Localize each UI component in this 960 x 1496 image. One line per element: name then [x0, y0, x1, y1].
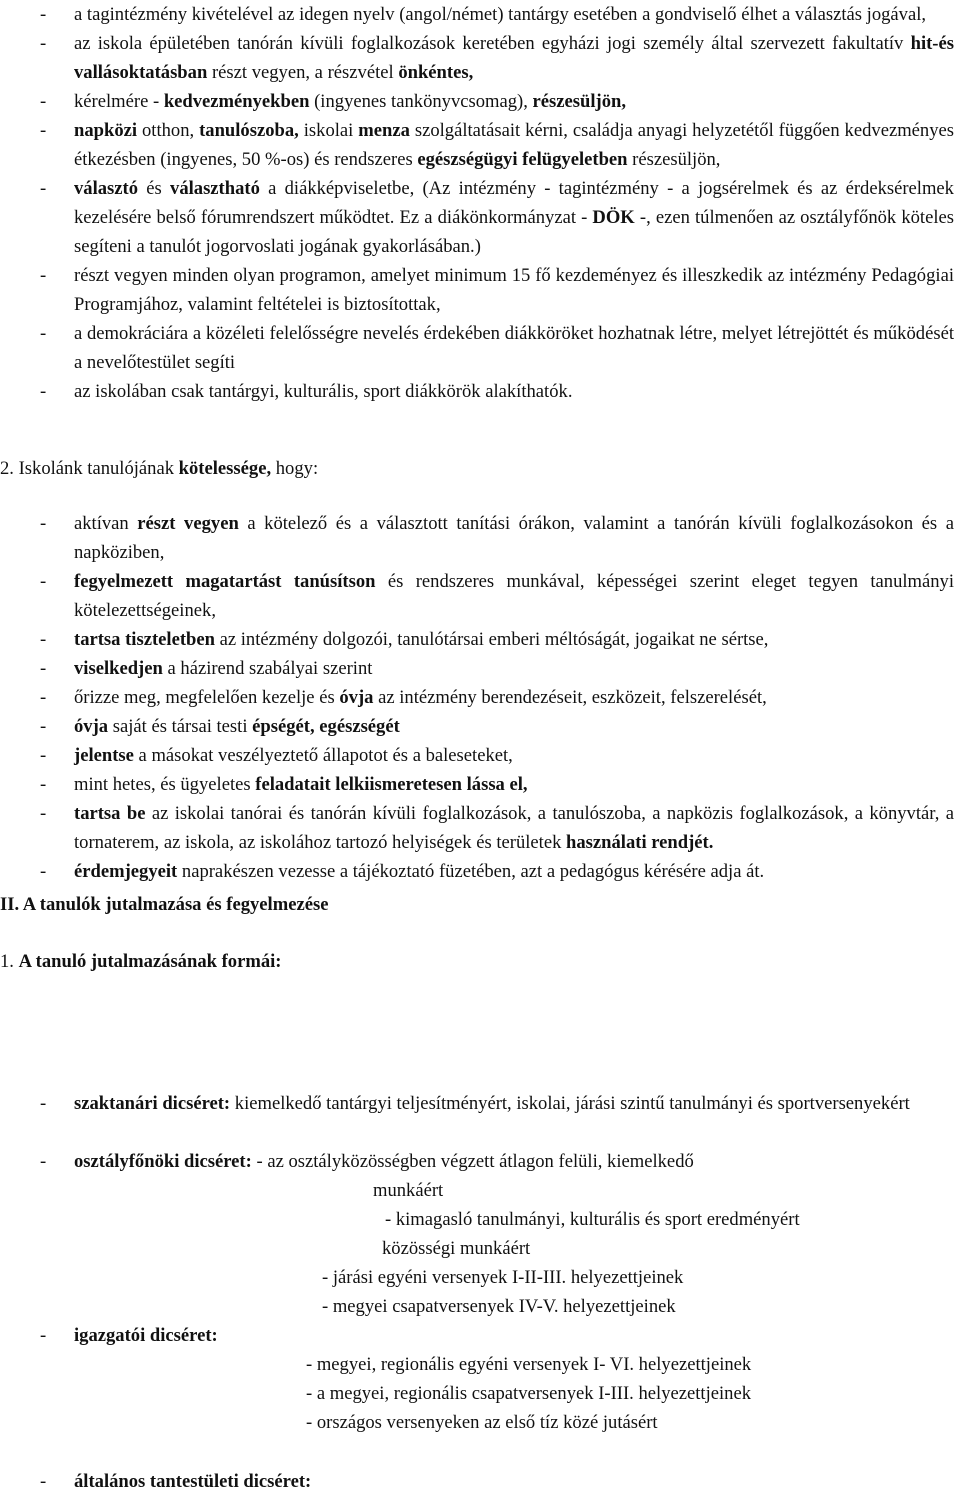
reward-igazgatoi-2: - a megyei, regionális csapatversenyek I-III. helyezettjeinek — [306, 1383, 752, 1404]
text-run: részt vegyen, a részvétel — [207, 62, 399, 83]
reward-igazgatoi-3: - országos versenyeken az első tíz közé jutásért — [306, 1412, 658, 1433]
text-run: szolgáltatásait kérni, családja anyagi helyzetétől függően kedvezményes étkezésben (ingyenes, 50 %-os) és rendszeres — [74, 120, 954, 170]
bold-text-run: tanulószoba, — [199, 120, 299, 141]
duties-list-item — [0, 857, 960, 886]
dash: - — [40, 687, 47, 708]
duties-list-item — [0, 509, 960, 567]
bold-text-run: jelentse — [74, 745, 134, 766]
reward-osztalyfonoki-2b: közösségi munkáért — [382, 1238, 531, 1259]
reward-szaktanari-label: szaktanári dicséret: — [74, 1093, 231, 1114]
duties-list-item — [0, 799, 960, 857]
text-run: az iskola épületében tanórán kívüli foglalkozások keretében egyházi jogi személy által szervezett fakultatív — [74, 33, 911, 54]
text-run: az intézmény dolgozói, tanulótársai emberi méltóságát, jogaikat ne sértse, — [214, 629, 769, 650]
reward-igazgatoi-label — [74, 1321, 218, 1350]
dash: - — [40, 803, 47, 824]
bold-text-run: fegyelmezett magatartást tanúsítson — [74, 571, 376, 592]
reward-igazgatoi-1: - megyei, regionális egyéni versenyek I- VI. helyezettjeinek — [306, 1354, 752, 1375]
text-run: a demokráciára a közéleti felelősségre nevelés érdekében diákköröket hozhatnak létre, melyet létrejöttét és működését a nevelőtestület segíti — [74, 323, 954, 373]
duties-list-item — [0, 567, 960, 625]
dash: - — [40, 265, 47, 286]
bold-text-run: épségét, egészségét — [252, 716, 400, 737]
duties-list-item — [0, 741, 960, 770]
text-run: a házirend szabályai szerint — [162, 658, 373, 679]
dash: - — [40, 571, 47, 592]
dash: - — [40, 33, 47, 54]
text-run: a kötelező és a választott tanítási órákon, valamint a tanórán kívüli foglalkozásokon és a napköziben, — [74, 513, 954, 563]
text-run: iskolai — [298, 120, 359, 141]
rewards-heading-text: A tanuló jutalmazásának formái: — [18, 951, 282, 972]
bold-text-run: óvja — [74, 716, 109, 737]
reward-osztalyfonoki-cont: munkáért — [373, 1180, 444, 1201]
text-run: az intézmény berendezéseit, eszközeit, felszerelését, — [373, 687, 767, 708]
dash: - — [40, 323, 47, 344]
bold-text-run: kötelessége, — [178, 458, 272, 479]
reward-altalanos-label-text: általános tantestületi dicséret: — [74, 1471, 312, 1492]
text-run: a másokat veszélyeztető állapotot és a baleseteket, — [133, 745, 513, 766]
dash: - — [40, 658, 47, 679]
rights-list — [0, 0, 960, 406]
bold-text-run: érdemjegyeit — [74, 861, 178, 882]
duties-list-item — [0, 712, 960, 741]
text-run: az iskolai tanórai és tanórán kívüli foglalkozások, a tanulószoba, a napközis foglalkozások, a könyvtár, a tornaterem, az iskola, az iskolához tartozó helyiségek és területek — [74, 803, 954, 853]
rights-list-item — [0, 377, 960, 406]
text-run: részesüljön, — [627, 149, 721, 170]
text-run: aktívan — [74, 513, 138, 534]
dash: - — [40, 1471, 47, 1492]
reward-szaktanari-text: kiemelkedő tantárgyi teljesítményért, iskolai, járási szintű tanulmányi és sportversenyekért — [230, 1093, 910, 1114]
bold-text-run: részesüljön, — [532, 91, 627, 112]
reward-szaktanari — [74, 1089, 954, 1118]
text-run: az iskolában csak tantárgyi, kulturális, sport diákkörök alakíthatók. — [74, 381, 573, 402]
duties-list-item — [0, 683, 960, 712]
dash: - — [40, 91, 47, 112]
text-run: kérelmére - — [74, 91, 164, 112]
text-run: naprakészen vezesse a tájékoztató füzetében, azt a pedagógus kérésére adja át. — [177, 861, 765, 882]
dash: - — [40, 861, 47, 882]
bold-text-run: tartsa be — [74, 803, 146, 824]
bold-text-run: menza — [358, 120, 410, 141]
dash: - — [40, 4, 47, 25]
text-run: és rendszeres munkával, képességei szerint eleget tegyen tanulmányi kötelezettségeinek, — [74, 571, 955, 621]
dash: - — [40, 774, 47, 795]
duties-list-item — [0, 770, 960, 799]
text-run: a diákképviseletbe, (Az intézmény - tagintézmény - a jogsérelmek és az érdeksérelmek kezelésére belső fórumrendszert működtet. Ez a diákönkormányzat - — [74, 178, 954, 228]
bold-text-run: választó — [74, 178, 139, 199]
reward-osztalyfonoki-3: - járási egyéni versenyek I-II-III. helyezettjeinek — [322, 1267, 684, 1288]
section-ii-heading: II. A tanulók jutalmazása és fegyelmezése — [0, 894, 329, 915]
dash: - — [40, 716, 47, 737]
bold-text-run: egészségügyi felügyeletben — [417, 149, 628, 170]
bold-text-run: viselkedjen — [74, 658, 163, 679]
rights-list-item — [0, 87, 960, 116]
dash: - — [40, 513, 47, 534]
dash: - — [40, 745, 47, 766]
reward-altalanos-label — [74, 1467, 311, 1496]
bold-text-run: óvja — [339, 687, 374, 708]
bold-text-run: választható — [170, 178, 260, 199]
rights-list-item — [0, 319, 960, 377]
text-run: -, ezen túlmenően az osztályfőnök köteles segíteni a tanulót jogorvoslati jogának gyakorlásában.) — [74, 207, 955, 257]
dash: - — [40, 178, 47, 199]
text-run: és — [138, 178, 171, 199]
text-run: őrizze meg, megfelelően kezelje és — [74, 687, 340, 708]
reward-osztalyfonoki — [74, 1147, 694, 1176]
reward-osztalyfonoki-4: - megyei csapatversenyek IV-V. helyezettjeinek — [322, 1296, 676, 1317]
rights-list-item — [0, 0, 960, 29]
duties-heading — [0, 454, 960, 483]
rights-list-item — [0, 29, 960, 87]
duties-list-item — [0, 654, 960, 683]
bold-text-run: hit-és vallásoktatásban — [74, 33, 954, 83]
reward-osztalyfonoki-text: - az osztályközösségben végzett átlagon felüli, kiemelkedő — [251, 1151, 694, 1172]
bold-text-run: használati rendjét. — [566, 832, 714, 853]
text-run: mint hetes, és ügyeletes — [74, 774, 256, 795]
rights-list-item — [0, 116, 960, 174]
bold-text-run: tartsa tiszteletben — [74, 629, 215, 650]
text-run: 2. Iskolánk tanulójának — [0, 458, 179, 479]
rights-list-item — [0, 261, 960, 319]
text-run: a tagintézmény kivételével az idegen nyelv (angol/német) tantárgy esetében a gondviselő élhet a választás jogával, — [74, 4, 927, 25]
bold-text-run: DÖK — [592, 207, 635, 228]
dash: - — [40, 120, 47, 141]
bold-text-run: feladatait lelkiismeretesen lássa el, — [255, 774, 528, 795]
rewards-heading-number: 1. — [0, 951, 19, 972]
text-run: (ingyenes tankönyvcsomag), — [309, 91, 533, 112]
rewards-heading — [0, 947, 960, 976]
text-run: hogy: — [271, 458, 319, 479]
dash: - — [40, 381, 47, 402]
dash: - — [40, 1093, 47, 1114]
duties-list — [0, 509, 960, 886]
dash: - — [40, 1151, 47, 1172]
reward-igazgatoi-label-text: igazgatói dicséret: — [74, 1325, 218, 1346]
text-run: részt vegyen minden olyan programon, amelyet minimum 15 fő kezdeményez és illeszkedik az intézmény Pedagógiai Programjához, valamint feltételei is biztosítottak, — [74, 265, 954, 315]
bold-text-run: önkéntes, — [398, 62, 474, 83]
reward-osztalyfonoki-2a: - kimagasló tanulmányi, kulturális és sport eredményért — [385, 1209, 800, 1230]
text-run: saját és társai testi — [108, 716, 253, 737]
dash: - — [40, 629, 47, 650]
text-run: otthon, — [137, 120, 200, 141]
bold-text-run: részt vegyen — [137, 513, 239, 534]
rights-list-item — [0, 174, 960, 261]
bold-text-run: kedvezményekben — [163, 91, 310, 112]
bold-text-run: napközi — [74, 120, 138, 141]
reward-osztalyfonoki-label: osztályfőnöki dicséret: — [74, 1151, 252, 1172]
dash: - — [40, 1325, 47, 1346]
duties-list-item — [0, 625, 960, 654]
